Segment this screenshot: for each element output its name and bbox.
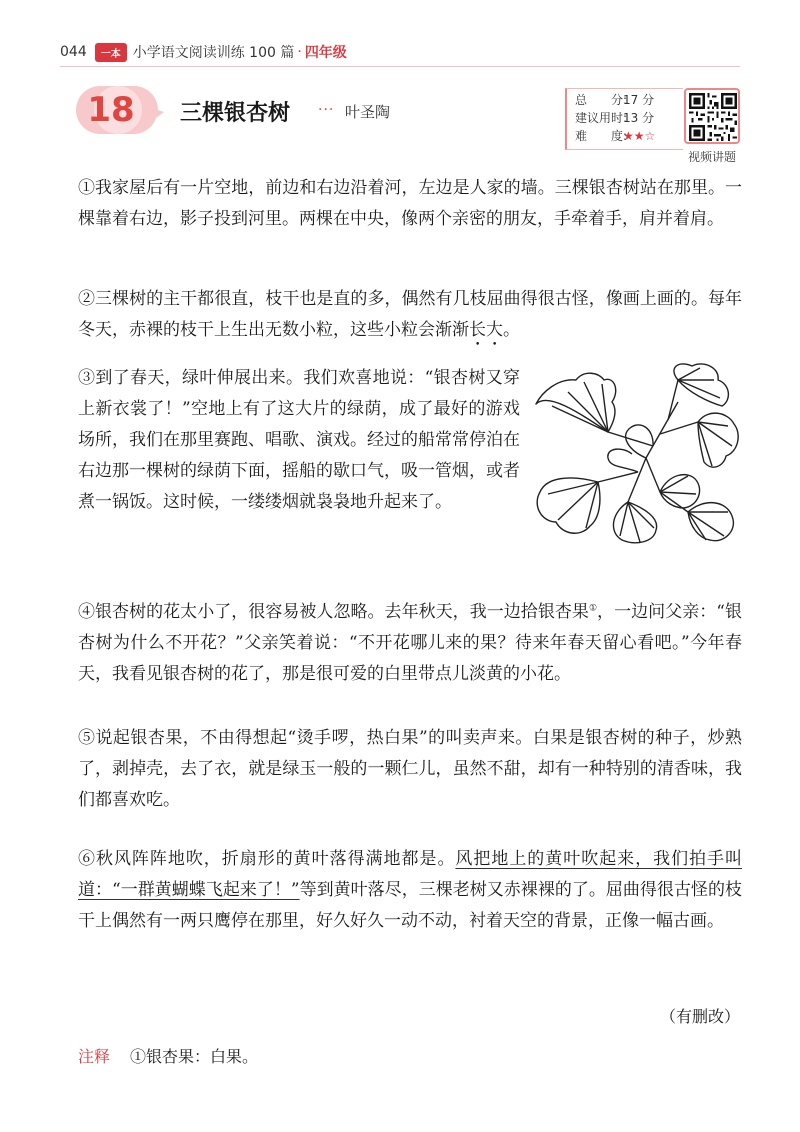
paragraph-5: ⑤说起银杏果，不由得想起“烫手啰，热白果”的叫卖声来。白果是银杏树的种子，炒熟了，剥掉壳，去了衣，就是绿玉一般的一颗仁儿，虽然不甜，却有一种特别的清香味，我们都喜欢吃。 bbox=[78, 728, 742, 810]
total-score-label: 总 分: bbox=[575, 93, 628, 107]
paragraph-3: ③到了春天，绿叶伸展出来。我们欢喜地说：“银杏树又穿上新衣裳了！”空地上有了这大片的绿荫，成了最好的游戏场所，我们在那里赛跑、唱歌、演戏。经过的船常常停泊在右边那一棵树的绿荫下面，摇船的歇口气，吸一管烟，或者煮一锅饭。这时候，一缕缕烟就袅袅地升起来了。 bbox=[78, 368, 520, 512]
paragraph-2-end: 。 bbox=[503, 320, 520, 340]
difficulty-label: 难 度: bbox=[575, 129, 628, 143]
paragraph-1: ①我家屋后有一片空地，前边和右边沿着河，左边是人家的墙。三棵银杏树站在那里。一棵靠着右边，影子投到河里。两棵在中央，像两个亲密的朋友，手牵着手，肩并着肩。 bbox=[78, 178, 742, 229]
total-score-row bbox=[575, 91, 683, 109]
ginkgo-leaves-illustration bbox=[528, 362, 742, 544]
notes-text: ①银杏果：白果。 bbox=[130, 1047, 259, 1066]
paragraph-6-underlined: 风把地上的黄叶吹起来，我们拍手叫道：“一群黄蝴蝶飞起来了！” bbox=[78, 849, 743, 900]
paragraph-6-rest: 等到黄叶落尽，三棵老树又赤裸裸的了。屈曲得很古怪的枝干上偶然有一两只鹰停在那里，好久好久一动不动，衬着天空的背景，正像一幅古画。 bbox=[78, 880, 742, 931]
difficulty-stars-icon: ★★☆ bbox=[623, 129, 656, 143]
suggested-time-value: 13 分 bbox=[623, 111, 655, 125]
paragraph-6 bbox=[78, 844, 742, 937]
brand-logo: 一本 bbox=[95, 43, 127, 62]
paragraph-2-emphasis: 长大 bbox=[469, 320, 503, 340]
notes-label: 注释 bbox=[78, 1047, 111, 1066]
exercise-info-box bbox=[565, 88, 683, 150]
author-name: 叶圣陶 bbox=[345, 103, 391, 121]
paragraph-4-text: ④银杏树的花太小了，很容易被人忽略。去年秋天，我一边拾银杏果 bbox=[78, 602, 589, 622]
suggested-time-label: 建议用时: bbox=[575, 111, 628, 125]
difficulty-row bbox=[575, 127, 683, 145]
total-score-value: 17 分 bbox=[623, 93, 655, 107]
author-dots: ··· bbox=[318, 102, 335, 118]
qr-code-icon[interactable] bbox=[684, 88, 740, 144]
paragraph-6-text: ⑥秋风阵阵地吹，折扇形的黄叶落得满地都是。 bbox=[78, 849, 456, 869]
header-divider bbox=[60, 66, 740, 67]
qr-code-label: 视频讲题 bbox=[687, 150, 736, 164]
page-header bbox=[60, 40, 347, 64]
paragraph-4-rest: ，一边问父亲：“银杏树为什么不开花？”父亲笑着说：“不开花哪儿来的果？待来年春天留心看吧。”今年春天，我看见银杏树的花了，那是很可爱的白里带点儿淡黄的小花。 bbox=[78, 602, 742, 684]
lesson-number-badge bbox=[72, 82, 164, 138]
book-title: 小学语文阅读训练 100 篇 bbox=[132, 45, 295, 61]
paragraph-2-text: ②三棵树的主干都很直，枝干也是直的多，偶然有几枝屈曲得很古怪，像画上画的。每年冬天，赤裸的枝干上生出无数小粒，这些小粒会渐渐 bbox=[78, 289, 742, 340]
footnote-marker: ① bbox=[588, 603, 598, 614]
paragraph-4 bbox=[78, 597, 742, 690]
page-number: 044 bbox=[60, 44, 87, 60]
lesson-title: 三棵银杏树 bbox=[180, 101, 291, 126]
source-note: （有删改） bbox=[660, 1007, 741, 1026]
lesson-number: 18 bbox=[87, 90, 135, 130]
paragraph-2 bbox=[78, 284, 742, 350]
grade-label: 四年级 bbox=[304, 45, 347, 61]
header-separator: · bbox=[297, 44, 302, 60]
suggested-time-row bbox=[575, 109, 683, 127]
